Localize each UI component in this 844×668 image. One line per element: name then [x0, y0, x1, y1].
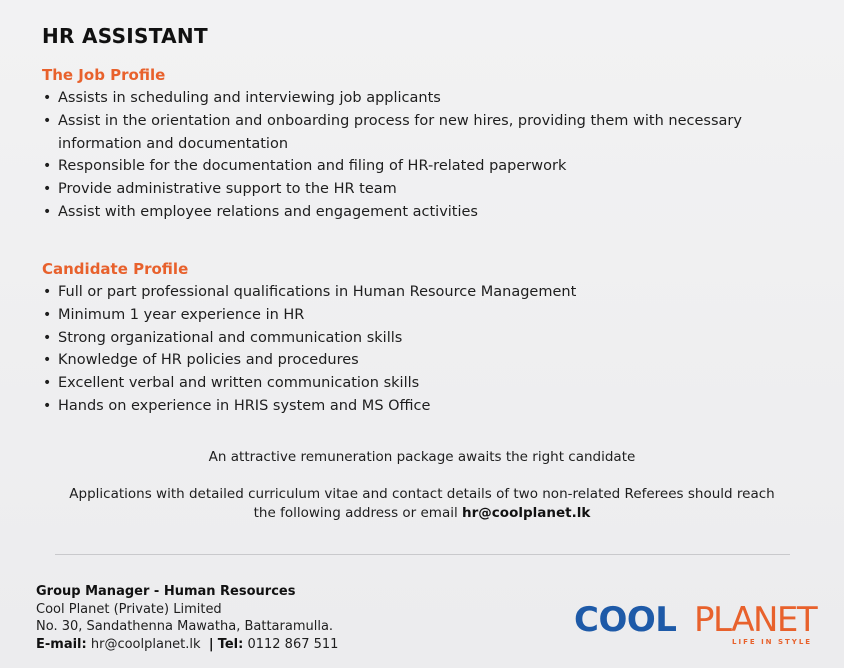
logo-word-planet: PLANET: [694, 600, 817, 640]
list-item: • Responsible for the documentation and filing of HR-related paperwork: [42, 155, 802, 178]
list-item: • Assists in scheduling and interviewing job applicants: [42, 87, 802, 110]
contact-role: Group Manager - Human Resources: [36, 584, 296, 599]
job-profile-heading: The Job Profile: [42, 66, 166, 84]
contact-tel[interactable]: 0112 867 511: [247, 636, 339, 652]
job-title: HR ASSISTANT: [42, 24, 208, 48]
application-note-prefix: the following address or email: [253, 505, 463, 521]
contact-line: [36, 636, 338, 654]
application-email[interactable]: hr@coolplanet.lk: [462, 505, 591, 521]
list-item: • Provide administrative support to the HR team: [42, 178, 802, 201]
list-item: • Hands on experience in HRIS system and MS Office: [42, 395, 802, 418]
contact-company: Cool Planet (Private) Limited: [36, 601, 222, 617]
candidate-profile-heading: Candidate Profile: [42, 260, 189, 278]
remuneration-note: An attractive remuneration package awaits the right candidate: [208, 449, 636, 465]
contact-email[interactable]: hr@coolplanet.lk: [90, 636, 201, 652]
list-item: • Strong organizational and communication skills: [42, 327, 802, 350]
list-item: • Minimum 1 year experience in HR: [42, 304, 802, 327]
list-item: • Assist with employee relations and engagement activities: [42, 201, 802, 224]
logo-tagline: LIFE IN STYLE: [732, 638, 813, 646]
job-profile-list: [42, 87, 802, 224]
logo-word-cool: COOL: [574, 600, 677, 640]
application-note-line2: [0, 503, 844, 523]
list-item: • Full or part professional qualifications in Human Resource Management: [42, 281, 802, 304]
list-item: • Excellent verbal and written communication skills: [42, 372, 802, 395]
contact-block: [36, 583, 338, 653]
contact-separator: |: [208, 636, 214, 652]
email-label: E-mail:: [36, 636, 87, 652]
application-note-line1: Applications with detailed curriculum vitae and contact details of two non-related Referees should reach: [69, 486, 775, 502]
divider: [55, 554, 790, 555]
candidate-profile-list: [42, 281, 802, 418]
tel-label: Tel:: [217, 636, 244, 652]
cool-planet-logo: [574, 600, 817, 650]
list-item: • Assist in the orientation and onboarding process for new hires, providing them with necessary information and documentation: [42, 110, 802, 156]
contact-address: No. 30, Sandathenna Mawatha, Battaramulla.: [36, 619, 334, 634]
list-item: • Knowledge of HR policies and procedures: [42, 349, 802, 372]
